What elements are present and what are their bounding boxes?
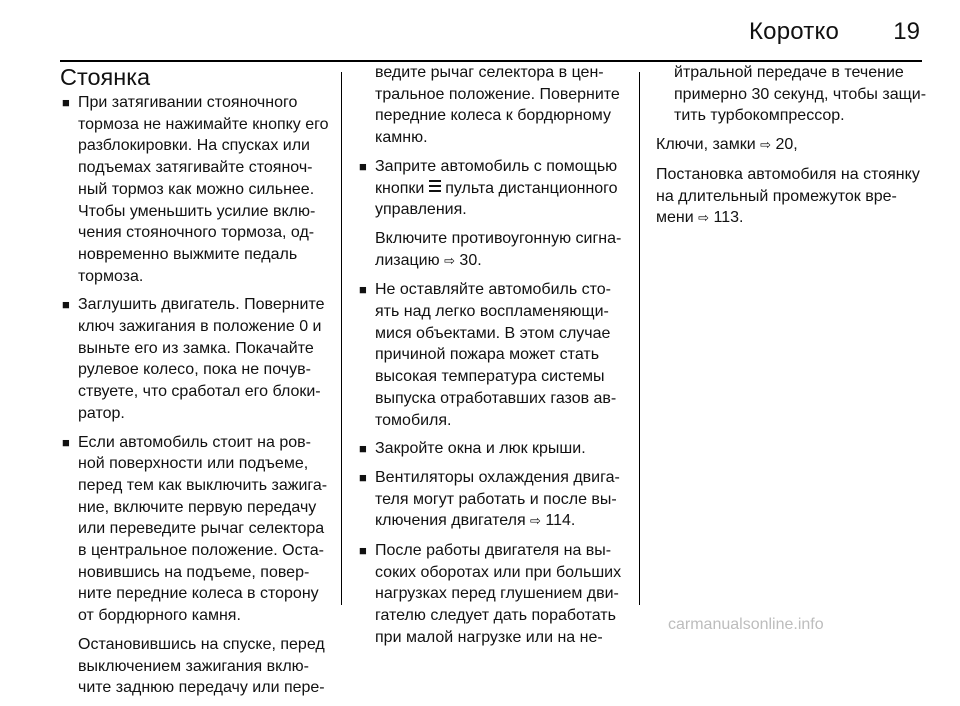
paragraph: ведите рычаг селектора в цен- тральное положение. Поверните передние колеса к бордюрному камню. bbox=[375, 64, 620, 147]
list-item bbox=[357, 540, 631, 649]
column-1 bbox=[60, 62, 334, 706]
page-number: 19 bbox=[893, 18, 920, 45]
list-item-text: Если автомобиль стоит на ров- ной поверхности или подъеме, перед тем как выключить зажига- ние, включите первую передачу или переведите рычаг селектора в центральное положение. Оста- новившись на подъеме, повер- ните передние колеса в сторону от бордюрного камня. bbox=[78, 433, 328, 625]
lock-button-icon bbox=[429, 180, 441, 192]
bullet-icon: ■ bbox=[359, 543, 367, 559]
list-item bbox=[357, 156, 631, 221]
column-divider-1 bbox=[341, 72, 342, 605]
list-item bbox=[60, 92, 334, 287]
page-ref-link[interactable]: 114 bbox=[545, 512, 571, 530]
section-title: Стоянка bbox=[60, 64, 151, 90]
cross-reference: Ключи, замки ⇨ 20, bbox=[656, 136, 798, 154]
page-ref-arrow-icon: ⇨ bbox=[444, 253, 455, 269]
watermark: carmanualsonline.info bbox=[668, 616, 824, 633]
list-item-text: Не оставляйте автомобиль сто- ять над легко воспламеняющи- мися объектами. В этом случае причиной пожара может стать высокая температура системы выпуска отработавших газов ав- томобиля. bbox=[375, 281, 617, 429]
page-ref-arrow-icon: ⇨ bbox=[760, 138, 771, 154]
bullet-icon: ■ bbox=[62, 297, 70, 313]
page-ref-link[interactable]: 20 bbox=[775, 136, 794, 154]
list-item bbox=[357, 279, 631, 431]
list-item-text: Вентиляторы охлаждения двига- теля могут работать и после вы- ключения двигателя ⇨ 114. bbox=[375, 468, 620, 530]
list-item-text: После работы двигателя на вы- соких оборотах или при больших нагрузках перед глушением дви- гателю следует дать поработать при малой нагрузке или на не- bbox=[375, 542, 622, 646]
page-ref-link[interactable]: 30 bbox=[459, 251, 478, 269]
paragraph: йтральной передаче в течение примерно 30 секунд, чтобы защи- тить турбокомпрессор. bbox=[674, 64, 927, 125]
page-ref-arrow-icon: ⇨ bbox=[530, 514, 541, 530]
paragraph: Включите противоугонную сигна- лизацию ⇨ 30. bbox=[375, 229, 622, 269]
paragraph: Остановившись на спуске, перед выключением зажигания вклю- чите заднюю передачу или пере- bbox=[78, 635, 325, 697]
bullet-icon: ■ bbox=[359, 158, 367, 174]
page-ref-arrow-icon: ⇨ bbox=[698, 211, 710, 227]
bullet-icon: ■ bbox=[359, 282, 367, 298]
list-item bbox=[60, 294, 334, 424]
list-item-text: Заглушить двигатель. Поверните ключ зажигания в положение 0 и выньте его из замка. Покачайте рулевое колесо, пока не почув- ствуете, что сработал его блоки- ратор. bbox=[78, 296, 325, 422]
page-ref-link[interactable]: 113 bbox=[713, 209, 739, 227]
bullet-icon: ■ bbox=[359, 469, 367, 485]
page-title: Коротко bbox=[748, 18, 839, 45]
cross-reference: Постановка автомобиля на стоянку на длительный промежуток вре- мени ⇨ 113. bbox=[656, 165, 920, 227]
list-item bbox=[357, 438, 631, 460]
list-item-text: При затягивании стояночного тормоза не нажимайте кнопку его разблокировки. На спусках или подъемах затягивайте стояноч- ный тормоз как можно сильнее. Чтобы уменьшить усилие вклю- чения стояночного тормоза, од- новременно выжмите педаль тормоза. bbox=[78, 94, 329, 285]
column-divider-2 bbox=[639, 72, 640, 605]
list-item-text: Закройте окна и люк крыши. bbox=[375, 440, 586, 458]
list-item bbox=[357, 467, 631, 533]
bullet-icon: ■ bbox=[62, 434, 70, 450]
column-2 bbox=[357, 62, 631, 656]
list-item-text: Заприте автомобиль с помощью кнопки пульта дистанционного управления. bbox=[375, 157, 618, 219]
column-3 bbox=[656, 62, 926, 237]
list-item bbox=[60, 432, 334, 627]
bullet-icon: ■ bbox=[62, 95, 70, 110]
bullet-icon: ■ bbox=[359, 441, 367, 457]
